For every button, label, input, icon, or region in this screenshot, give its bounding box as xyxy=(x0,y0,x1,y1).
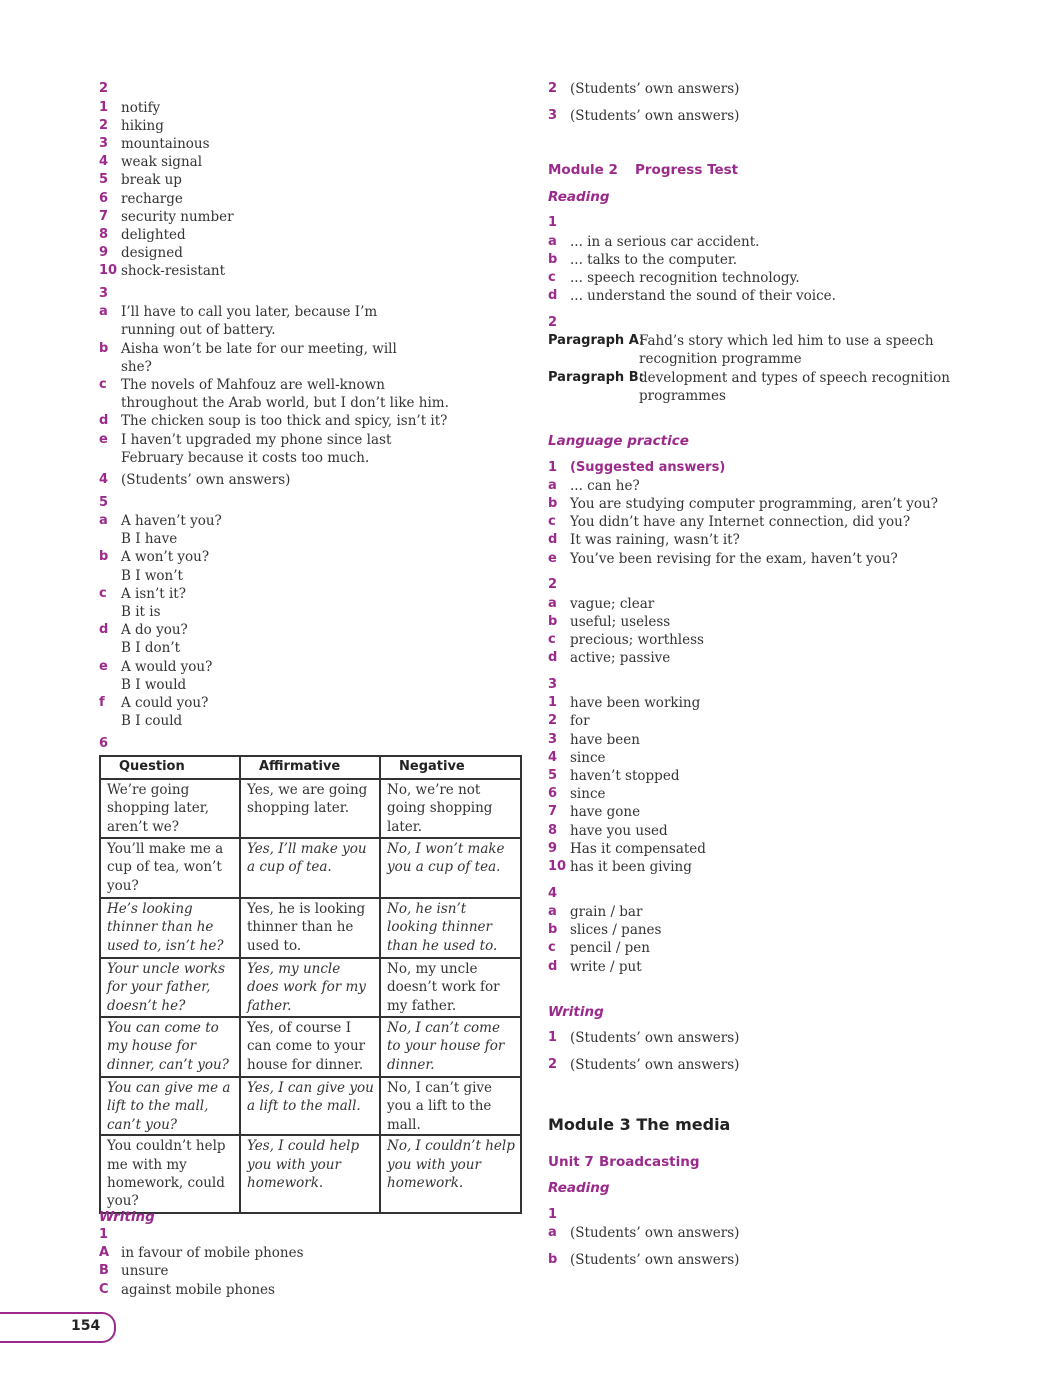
exercise-number: 4 xyxy=(548,886,558,901)
table-cell: Yes, I can give you a lift to the mall. xyxy=(240,1077,380,1135)
exercise-number: 3 xyxy=(548,677,558,692)
unit-label: Unit 7 xyxy=(548,1154,594,1170)
exercise-number: 5 xyxy=(99,495,109,510)
table-cell: Yes, I could help you with your homework. xyxy=(240,1135,380,1213)
table-cell: You can come to my house for dinner, can’t you? xyxy=(100,1017,240,1077)
exercise-number: 1 xyxy=(99,1227,109,1242)
section-heading: Language practice xyxy=(548,433,689,449)
table-cell: Yes, I’ll make you a cup of tea. xyxy=(240,838,380,898)
exercise-number: 2 xyxy=(548,577,558,592)
table-cell: No, I won’t make you a cup of tea. xyxy=(380,838,521,898)
answer-table xyxy=(99,755,522,1214)
table-header-row xyxy=(100,756,521,779)
exercise-number: 1 xyxy=(548,215,558,230)
table-row xyxy=(100,898,521,958)
module-heading: Module 3 The media xyxy=(548,1115,731,1134)
exercise-number: 1 xyxy=(548,1207,558,1222)
table-row xyxy=(100,958,521,1017)
exercise-number: 2 xyxy=(548,315,558,330)
table-cell: No, we’re not going shopping later. xyxy=(380,779,521,838)
section-heading: Writing xyxy=(99,1209,155,1225)
exercise-number: 6 xyxy=(99,736,109,751)
module-title: Progress Test xyxy=(635,162,739,178)
table-cell: Your uncle works for your father, doesn’t he? xyxy=(100,958,240,1017)
table-row xyxy=(100,1077,521,1135)
section-heading: Reading xyxy=(548,1180,610,1196)
section-heading: Writing xyxy=(548,1004,604,1020)
table-cell: You can give me a lift to the mall, can’t you? xyxy=(100,1077,240,1135)
page-number: 154 xyxy=(71,1318,101,1334)
table-cell: Yes, he is looking thinner than he used to. xyxy=(240,898,380,958)
table-cell: You couldn’t help me with my homework, could you? xyxy=(100,1135,240,1213)
table-row xyxy=(100,1135,521,1213)
column-header: Question xyxy=(100,756,240,779)
unit-title: Broadcasting xyxy=(599,1154,700,1170)
module-label: Module 2 xyxy=(548,162,618,178)
section-heading: Reading xyxy=(548,189,610,205)
table-cell: No, I couldn’t help you with your homework. xyxy=(380,1135,521,1213)
table-cell: No, I can’t come to your house for dinner. xyxy=(380,1017,521,1077)
table-cell: Yes, my uncle does work for my father. xyxy=(240,958,380,1017)
column-header: Affirmative xyxy=(240,756,380,779)
table-cell: Yes, we are going shopping later. xyxy=(240,779,380,838)
table-cell: No, he isn’t looking thinner than he used to. xyxy=(380,898,521,958)
table-row xyxy=(100,1017,521,1077)
table-cell: You’ll make me a cup of tea, won’t you? xyxy=(100,838,240,898)
table-row xyxy=(100,779,521,838)
table-cell: He’s looking thinner than he used to, isn’t he? xyxy=(100,898,240,958)
table-cell: Yes, of course I can come to your house for dinner. xyxy=(240,1017,380,1077)
exercise-number: 2 xyxy=(99,81,109,96)
exercise-number: 3 xyxy=(99,286,109,301)
table-cell: No, I can’t give you a lift to the mall. xyxy=(380,1077,521,1135)
column-header: Negative xyxy=(380,756,521,779)
table-row xyxy=(100,838,521,898)
table-cell: We’re going shopping later, aren’t we? xyxy=(100,779,240,838)
table-cell: No, my uncle doesn’t work for my father. xyxy=(380,958,521,1017)
